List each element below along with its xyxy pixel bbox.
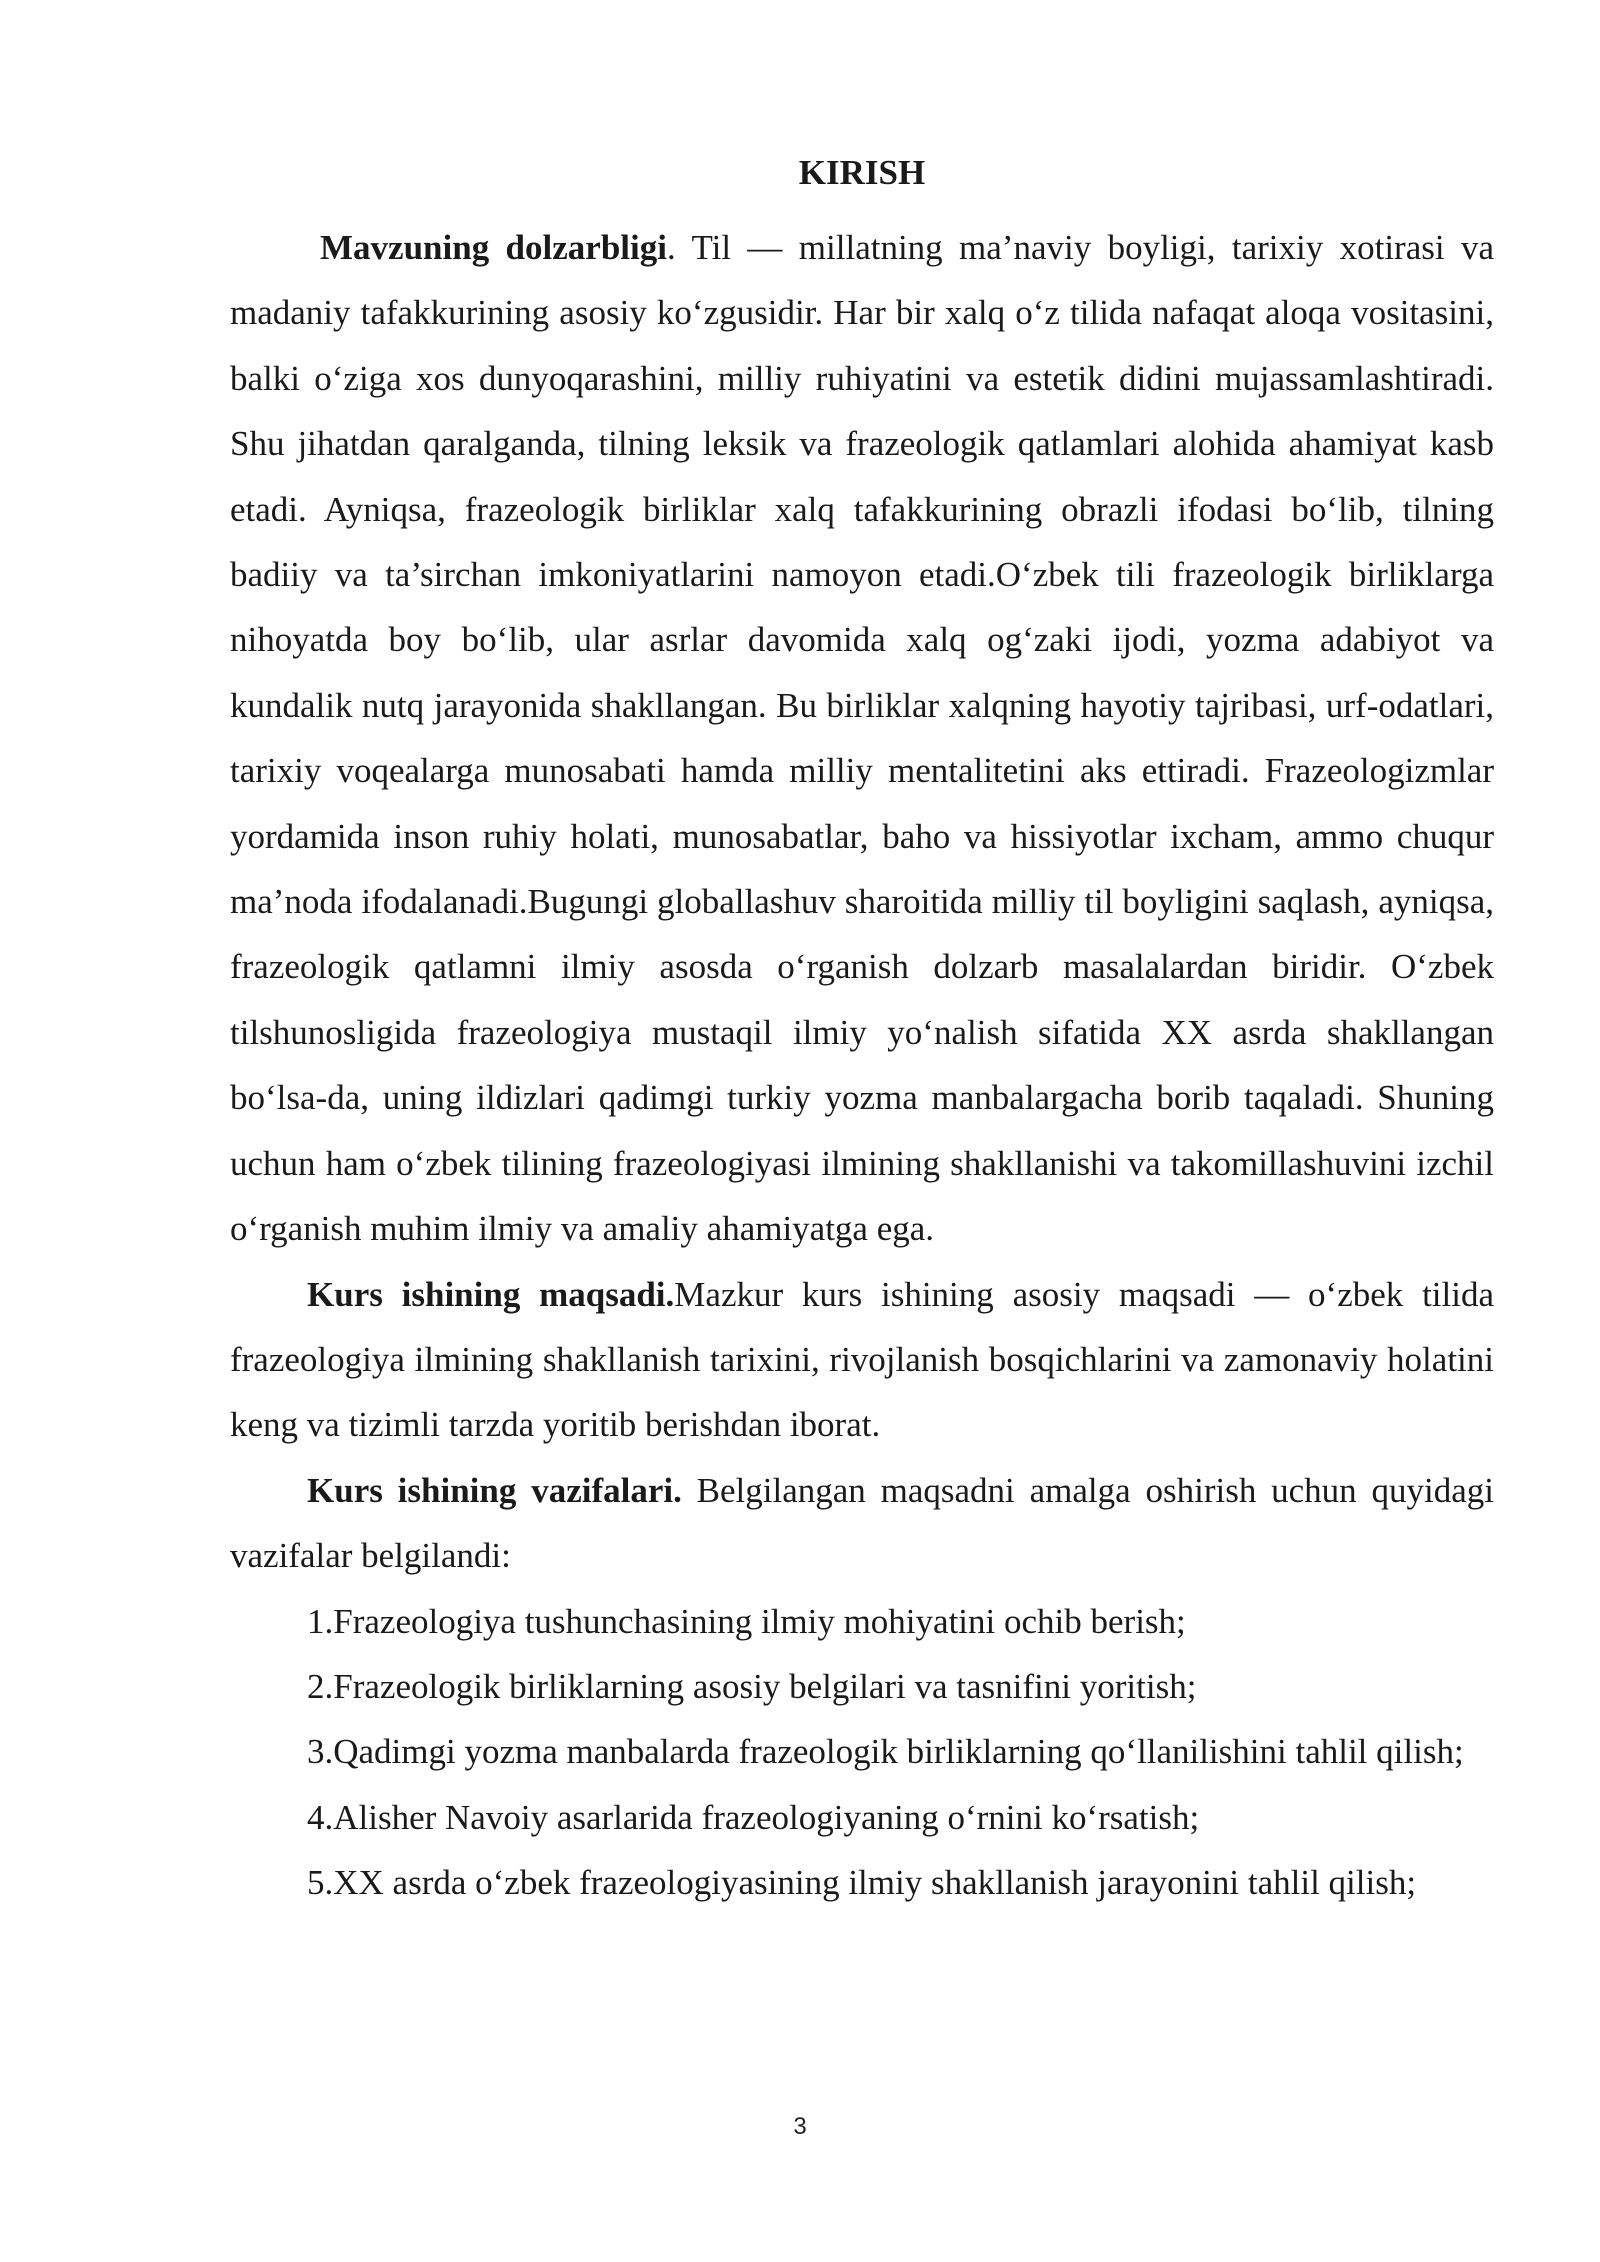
task-item-1: 1.Frazeologiya tushunchasining ilmiy mohiyatini ochib berish; [307, 1601, 1186, 1641]
text-goal: Mazkur kurs ishining asosiy maqsadi — o‘zbek tilida frazeologiya ilmining shakllanish tarixini, rivojlanish bosqichlarini va zamonaviy holatini keng va tizimli tarzda yoritib berishdan iborat. [230, 1274, 1494, 1445]
paragraph-goal [230, 1262, 1494, 1458]
text-tasks: Belgilangan maqsadni amalga oshirish uchun quyidagi vazifalar belgilandi: [230, 1470, 1494, 1576]
heading-relevance: Mavzuning dolzarbligi [320, 228, 667, 267]
paragraph-relevance [230, 215, 1494, 1262]
page-title: KIRISH [798, 153, 926, 192]
text-relevance: . Til — millatning ma’naviy boyligi, tarixiy xotirasi va madaniy tafakkurining asosiy ko‘zgusidir. Har bir xalq o‘z tilida nafaqat aloqa vositasini, balki o‘ziga xos dunyoqarashini, milliy ruhiyatini va estetik didini mujassamlashtiradi. Shu jihatdan qaralganda, tilning leksik va frazeologik qatlamlari alohida ahamiyat kasb etadi. Ayniqsa, frazeologik birliklar xalq tafakkurining obrazli ifodasi bo‘lib, tilning badiiy va ta’sirchan imkoniyatlarini namoyon etadi.O‘zbek tili frazeologik birliklarga nihoyatda boy bo‘lib, ular asrlar davomida xalq og‘zaki ijodi, yozma adabiyot va kundalik nutq jarayonida shakllangan. Bu birliklar xalqning hayotiy tajribasi, urf-odatlari, tarixiy voqealarga munosabati hamda milliy mentalitetini aks ettiradi. Frazeologizmlar yordamida inson ruhiy holati, munosabatlar, baho va hissiyotlar ixcham, ammo chuqur ma’noda ifodalanadi.Bugungi globallashuv sharoitida milliy til boyligini saqlash, ayniqsa, frazeologik qatlamni ilmiy asosda o‘rganish dolzarb masalalardan biridir. O‘zbek tilshunosligida frazeologiya mustaqil ilmiy yo‘nalish sifatida XX asrda shakllangan bo‘lsa-da, uning ildizlari qadimgi turkiy yozma manbalargacha borib taqaladi. Shuning uchun ham o‘zbek tilining frazeologiyasi ilmining shakllanishi va takomillashuvini izchil o‘rganish muhim ilmiy va amaliy ahamiyatga ega. [230, 228, 1494, 1249]
task-item-5: 5.XX asrda o‘zbek frazeologiyasining ilmiy shakllanish jarayonini tahlil qilish; [307, 1863, 1417, 1903]
paragraph-tasks [230, 1458, 1494, 1589]
page-number: 3 [793, 2113, 807, 2140]
task-item-4: 4.Alisher Navoiy asarlarida frazeologiyaning o‘rnini ko‘rsatish; [307, 1797, 1200, 1837]
heading-tasks: Kurs ishining vazifalari. [307, 1470, 682, 1510]
task-item-3: 3.Qadimgi yozma manbalarda frazeologik birliklarning qo‘llanilishini tahlil qilish; [307, 1732, 1464, 1772]
page-content [230, 150, 1494, 1916]
task-item-2: 2.Frazeologik birliklarning asosiy belgilari va tasnifini yoritish; [307, 1666, 1197, 1706]
heading-goal: Kurs ishining maqsadi. [307, 1274, 675, 1314]
